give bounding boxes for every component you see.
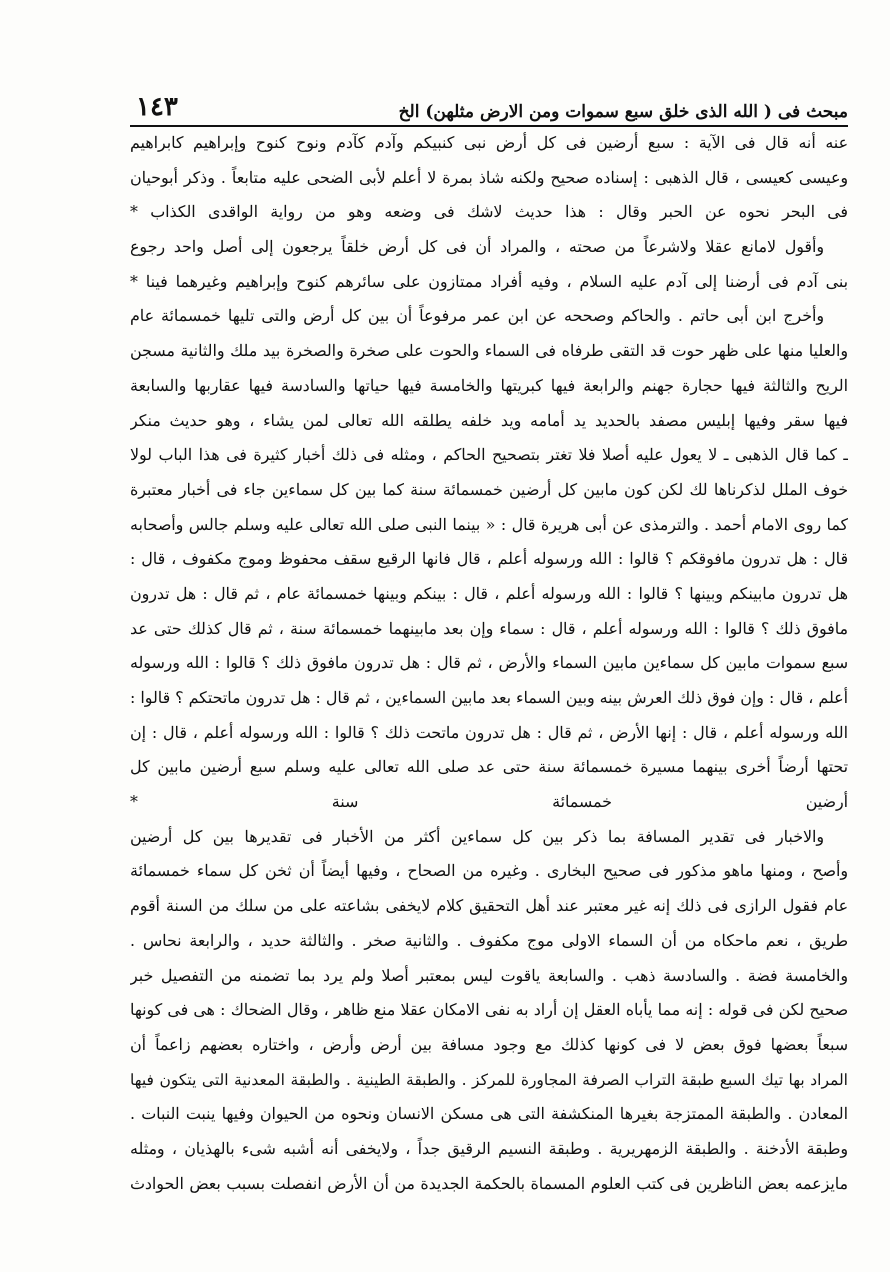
text-line: أرضين خمسمائة سنة *	[130, 792, 848, 812]
text-line: وطبقة الأدخنة . والطبقة الزمهريرية . وطبقة النسيم الرقيق جداً ، ولايخفى أنه أشبه شىء بالهذيان ، ومثله	[130, 1138, 848, 1158]
text-line: وأخرج ابن أبى حاتم . والحاكم وصححه عن ابن عمر مرفوعاً أن بين كل أرض والتى تليها خمسمائة عام	[130, 306, 824, 326]
text-line: فيها سقر وفيها إبليس مصفد بالحديد يد أمامه ويد خلفه يطلقه الله تعالى لمن يشاء ، وهو حديث منكر	[130, 410, 848, 430]
text-line: خوف الملل لذكرناها لك لكن كون مابين كل أرضين خمسمائة سنة كما بين كل سماءين جاء فى أخبار معتبرة	[130, 479, 848, 499]
text-line: المراد بها تيك السبع طبقة التراب الصرفة المجاورة للمركز . والطبقة الطينية . والطبقة المعدنية التى يتكون فيها	[130, 1070, 848, 1089]
text-line: والاخبار فى تقدير المسافة بما ذكر بين كل سماءين أكثر من الأخبار فى تقديرها بين كل أرضين	[130, 826, 824, 846]
text-line: والعليا منها على ظهر حوت قد التقى طرفاه فى السماء والحوت على صخرة والصخرة بيد ملك والثانية مسجن	[130, 341, 848, 361]
text-line: كما روى الامام أحمد . والترمذى عن أبى هريرة قال : « بينما النبى صلى الله تعالى عليه وسلم جالس وأصحابه	[130, 514, 848, 534]
text-line: مايزعمه بعض الناظرين فى كتب العلوم المسماة بالحكمة الجديدة من أن الأرض انفصلت بسبب بعض الحوادث	[130, 1173, 848, 1193]
text-line: مافوق ذلك ؟ قالوا : الله ورسوله أعلم ، قال : سماء وإن بعد مابينهما خمسمائة سنة ، ثم قال كذلك حتى عد	[130, 618, 848, 638]
page-header	[130, 86, 848, 122]
text-line: وأصح ، ومنها ماهو مذكور فى صحيح البخارى . وغيره من الصحاح ، وفيها أيضاً أن ثخن كل سماء خمسمائة	[130, 861, 848, 881]
text-line: قال : هل تدرون مافوقكم ؟ قالوا : الله ورسوله أعلم ، قال فانها الرقيع سقف محفوظ وموج مكفوف ، قال :	[130, 549, 848, 569]
text-line: وأقول لامانع عقلا ولاشرعاً من صحته ، والمراد أن فى كل أرض خلقاً يرجعون إلى أصل واحد رجوع	[130, 237, 824, 257]
text-line: أعلم ، قال : وإن فوق ذلك العرش بينه وبين السماء بعد مابين السماءين ، ثم قال : هل تدرون ماتحتكم ؟ قالوا :	[130, 688, 848, 707]
page-number: ١٤٣	[136, 92, 178, 122]
text-line: وعيسى كعيسى ، قال الذهبى : إسناده صحيح ولكنه شاذ بمرة لا أعلم لأبى الضحى عليه متابعاً . وذكر أبوحيان	[130, 167, 848, 187]
text-line: سبع سموات مابين كل سماءين مابين السماء والأرض ، ثم قال : هل تدرون مافوق ذلك ؟ قالوا : الله ورسوله	[130, 653, 848, 673]
text-line: عنه أنه قال فى الآية : سبع أرضين فى كل أرض نبى كنبيكم وآدم كآدم ونوح كنوح وإبراهيم كابراهيم	[130, 133, 848, 152]
text-line: طريق ، نعم ماحكاه من أن السماء الاولى موج مكفوف . والثانية صخر . والثالثة حديد ، والرابعة نحاس .	[130, 930, 848, 950]
text-line: ـ كما قال الذهبى ـ لا يعول عليه أصلا فلا تغتر بتصحيح الحاكم ، ومثله فى ذلك أخبار كثيرة فى هذا الباب لولا	[130, 445, 848, 465]
text-line: فى البحر نحوه عن الحبر وقال : هذا حديث لاشك فى وضعه وهو من رواية الواقدى الكذاب *	[130, 202, 848, 222]
text-line: الريح والثالثة فيها حجارة جهنم والرابعة فيها كبريتها والخامسة فيها حياتها والسادسة فيها عقاربها والسابعة	[130, 375, 848, 395]
text-line: الله ورسوله أعلم ، قال : إنها الأرض ، ثم قال : هل تدرون ماتحت ذلك ؟ قالوا : الله ورسوله أعلم ، قال : إن	[130, 722, 848, 742]
text-line: بنى آدم فى أرضنا إلى آدم عليه السلام ، وفيه أفراد ممتازون على سائرهم كنوح وإبراهيم وغيرهما فينا *	[130, 271, 848, 291]
text-line: تحتها أرضاً أخرى بينهما مسيرة خمسمائة سنة حتى عد صلى الله تعالى عليه وسلم سبع أرضين مابين كل	[130, 757, 848, 777]
running-title: مبحث فى ( الله الذى خلق سبع سموات ومن الارض مثلهن) الخ	[398, 102, 848, 122]
body-text	[130, 126, 848, 1201]
text-line: صحيح لكن فى قوله : إنه مما يأباه العقل إن أراد به نفى الامكان عقلا منع ظاهر ، وقال الضحاك : هى فى كونها	[130, 1000, 848, 1020]
text-line: والخامسة فضة . والسادسة ذهب . والسابعة ياقوت ليس بمعتبر أصلا ولم يرد بما تضمنه من التفصيل خبر	[130, 965, 848, 985]
text-line: عام فقول الرازى فى ذلك إنه غير معتبر عند أهل التحقيق كلام لايخفى بشاعته على من سلك من السنة أقوم	[130, 896, 848, 916]
text-line: سبعاً بعضها فوق بعض لا فى كونها كذلك مع وجود مسافة بين أرض وأرض ، واختاره بعضهم زاعماً أن	[130, 1034, 848, 1054]
text-line: المعادن . والطبقة الممتزجة بغيرها المنكشفة التى هى مسكن الانسان ونحوه من الحيوان وفيها ينبت النبات .	[130, 1104, 848, 1124]
text-line: هل تدرون مابينكم وبينها ؟ قالوا : الله ورسوله أعلم ، قال : بينكم وبينها خمسمائة عام ، ثم قال : هل تدرون	[130, 583, 848, 603]
